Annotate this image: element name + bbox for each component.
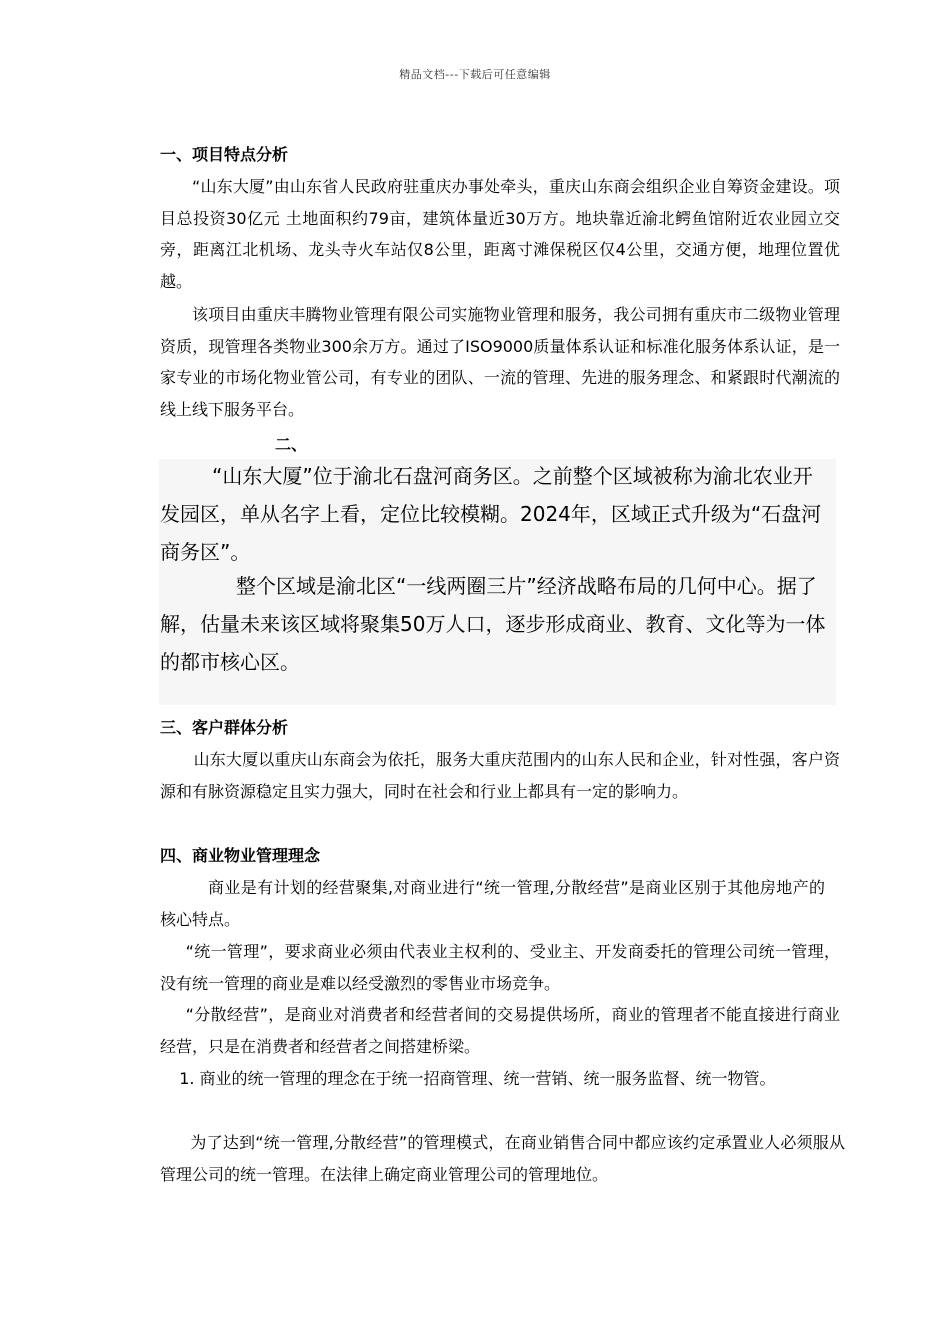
section-4-paragraph-4: 为了达到“统一管理,分散经营”的管理模式，在商业销售合同中都应该约定承置业人必须服从管理公司的统一管理。在法律上确定商业管理公司的管理地位。 (160, 1133, 845, 1184)
section-1-paragraph-1: “山东大厦”由山东省人民政府驻重庆办事处牵头，重庆山东商会组织企业自筹资金建设。项目总投资30亿元 土地面积约79亩，建筑体量近30万方。地块靠近渝北鳄鱼馆附近农业园立交旁，距离江北机场、龙头寺火车站仅8公里，距离寸滩保税区仅4公里，交通方便，地理位置优越。 (160, 177, 840, 291)
section-2-paragraph-1: “山东大厦”位于渝北石盘河商务区。之前整个区域被称为渝北农业开发园区，单从名字上看，定位比较模糊。2024年，区域正式升级为“石盘河商务区”。 (160, 464, 822, 564)
section-4-paragraph-2: “统一管理”，要求商业必须由代表业主权利的、受业主、开发商委托的管理公司统一管理，没有统一管理的商业是难以经受激烈的零售业市场竞争。 (160, 942, 840, 993)
section-4-heading: 四、商业物业管理理念 (160, 846, 321, 865)
page-header: 精品文档---下载后可任意编辑 (399, 68, 551, 81)
section-3-heading: 三、客户群体分析 (160, 718, 289, 737)
section-2-paragraph-2: 整个区域是渝北区“一线两圈三片”经济战略布局的几何中心。据了解，估量未来该区域将聚集50万人口，逐步形成商业、教育、文化等为一体的都市核心区。 (160, 574, 826, 674)
section-3-paragraph-1: 山东大厦以重庆山东商会为依托，服务大重庆范围内的山东人民和企业，针对性强，客户资源和有脉资源稳定且实力强大，同时在社会和行业上都具有一定的影响力。 (160, 750, 840, 801)
list-item-1: 1. 商业的统一管理的理念在于统一招商管理、统一营销、统一服务监督、统一物管。 (179, 1069, 776, 1088)
section-4-paragraph-1: 商业是有计划的经营聚集,对商业进行“统一管理,分散经营”是商业区别于其他房地产的核心特点。 (160, 878, 825, 929)
section-4-paragraph-3: “分散经营”，是商业对消费者和经营者间的交易提供场所，商业的管理者不能直接进行商业经营，只是在消费者和经营者之间搭建桥梁。 (160, 1005, 840, 1056)
section-1-paragraph-2: 该项目由重庆丰腾物业管理有限公司实施物业管理和服务，我公司拥有重庆市二级物业管理资质，现管理各类物业300余万方。通过了ISO9000质量体系认证和标准化服务体系认证，是一家专业的市场化物业管公司，有专业的团队、一流的管理、先进的服务理念、和紧跟时代潮流的线上线下服务平台。 (160, 305, 840, 419)
section-2-heading: 二、 (275, 435, 308, 454)
section-1-heading: 一、项目特点分析 (160, 145, 289, 164)
